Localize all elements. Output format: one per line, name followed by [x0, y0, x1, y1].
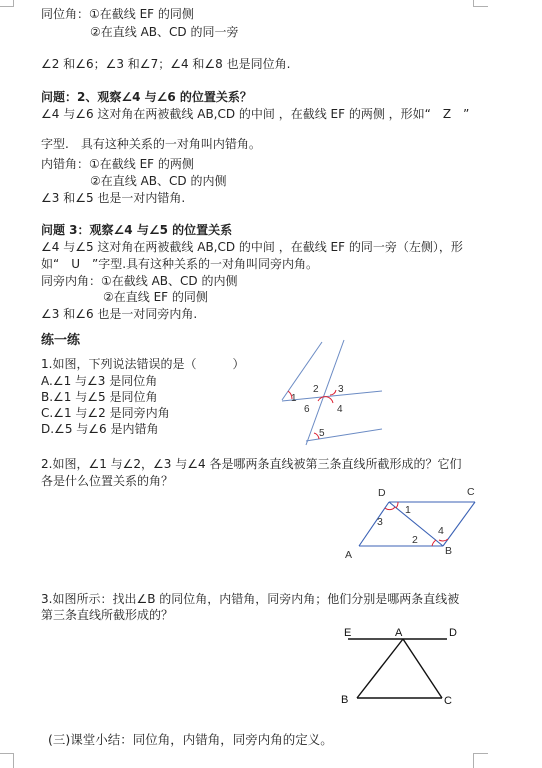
fig2-label-2: 2: [412, 534, 418, 546]
fig2-angle-2-arc: [432, 540, 436, 546]
fig2-label-d: D: [378, 487, 386, 499]
problem-3-text-2: 第三条直线所截形成的？: [41, 608, 174, 622]
question-3-text-1: ∠4 与∠5 这对角在两被截线 AB,CD 的中间 ，在截线 EF 的同一旁（左侧），形: [41, 240, 463, 254]
interior-angle-example: ∠3 和∠6 也是一对同旁内角.: [41, 307, 198, 321]
fig1-label-5: 5: [319, 428, 325, 439]
problem-1-option-d: D.∠5 与∠6 是内错角: [41, 422, 159, 436]
fig1-angle-6-arc: [318, 397, 333, 403]
fig2-label-1: 1: [405, 504, 411, 516]
fig3-label-e: E: [344, 627, 352, 639]
interior-angle-def-2: ②在直线 EF 的同侧: [103, 290, 208, 304]
figure-1-intersecting-lines: [270, 335, 390, 450]
fig1-label-1: 1: [291, 393, 297, 404]
fig3-label-c: C: [444, 695, 452, 707]
question-2-text-1: ∠4 与∠6 这对角在两被截线 AB,CD 的中间 ，在截线 EF 的两侧 ，形如“ Z ”: [41, 107, 470, 121]
fig2-label-3: 3: [377, 516, 383, 528]
corresponding-angle-def-2: ②在直线 AB、CD 的同一旁: [90, 25, 239, 39]
corner-mark-bottom-left: [0, 753, 14, 768]
corner-mark-top-right: [473, 0, 488, 7]
fig1-label-6: 6: [304, 404, 310, 415]
question-2-title: 问题：2、观察∠4 与∠6 的位置关系？: [41, 90, 252, 104]
problem-1-option-c: C.∠1 与∠2 是同旁内角: [41, 406, 170, 420]
fig2-side-ad: [359, 502, 389, 546]
interior-angle-def-1: 同旁内角：①在截线 AB、CD 的内侧: [41, 274, 238, 288]
alternate-angle-def-2: ②在直线 AB、CD 的内侧: [90, 174, 227, 188]
question-2-text-2: 字型. 具有这种关系的一对角叫内错角。: [41, 137, 261, 151]
fig3-side-ac: [403, 639, 442, 698]
fig3-label-b: B: [341, 694, 349, 706]
problem-1-option-b: B.∠1 与∠5 是同位角: [41, 390, 158, 404]
fig2-label-b: B: [445, 545, 453, 557]
fig2-label-c: C: [467, 486, 475, 498]
fig2-angle-1-arc: [396, 502, 398, 508]
figure-3-triangle: [330, 622, 480, 712]
corner-mark-top-left: [0, 0, 14, 7]
problem-1-question: 1.如图，下列说法错误的是（ ）: [41, 357, 245, 371]
fig3-side-ab: [357, 639, 403, 698]
fig1-label-4: 4: [337, 404, 343, 415]
alternate-angle-def-1: 内错角：①在截线 EF 的两侧: [41, 157, 194, 171]
question-3-title: 问题 3：观察∠4 与∠5 的位置关系: [41, 223, 233, 237]
fig1-label-3: 3: [338, 384, 344, 395]
corresponding-angle-examples: ∠2 和∠6；∠3 和∠7；∠4 和∠8 也是同位角.: [41, 57, 291, 71]
problem-1-option-a: A.∠1 与∠3 是同位角: [41, 374, 158, 388]
problem-3-text-1: 3.如图所示：找出∠B 的同位角，内错角，同旁内角；他们分别是哪两条直线被: [41, 592, 460, 606]
alternate-angle-example: ∠3 和∠5 也是一对内错角.: [41, 191, 186, 205]
lesson-summary: (三)课堂小结：同位角，内错角，同旁内角的定义。: [48, 732, 333, 747]
question-3-text-2: 如“ U ”字型.具有这种关系的一对角叫同旁内角。: [41, 257, 319, 271]
fig2-label-4: 4: [438, 525, 444, 537]
fig2-angle-3-arc: [385, 507, 395, 510]
figure-2-parallelogram: [335, 478, 495, 564]
practice-heading: 练一练: [41, 333, 81, 348]
corner-mark-bottom-right: [473, 753, 488, 768]
problem-2-text-2: 各是什么位置关系的角？: [41, 474, 174, 488]
fig1-label-2: 2: [313, 384, 319, 395]
fig2-label-a: A: [345, 549, 353, 561]
problem-2-text-1: 2.如图，∠1 与∠2，∠3 与∠4 各是哪两条直线被第三条直线所截形成的？它们: [41, 457, 462, 471]
fig3-label-d: D: [449, 627, 457, 639]
fig3-label-a: A: [395, 627, 403, 639]
corresponding-angle-def-1: 同位角：①在截线 EF 的同侧: [41, 7, 194, 21]
fig1-angle-3-arc: [330, 390, 336, 395]
